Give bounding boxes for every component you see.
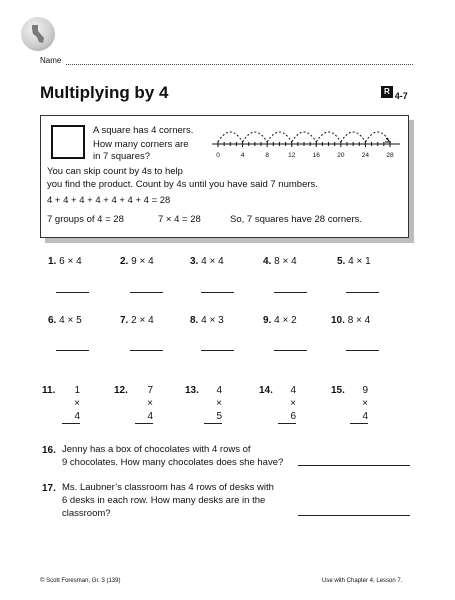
skip-line1: You can skip count by 4s to help (47, 166, 183, 177)
problem-12-top: 7 (147, 385, 153, 396)
problem-3: 3. 4 × 4 (190, 256, 224, 267)
problem-14-number: 14. (259, 385, 273, 396)
number-line (208, 122, 404, 166)
number-line-hop (267, 132, 292, 142)
problem-11 (62, 384, 80, 424)
number-line-label: 20 (337, 152, 345, 159)
problem-6: 6. 4 × 5 (48, 315, 82, 326)
number-line-label: 0 (216, 152, 220, 159)
name-label: Name (40, 56, 62, 65)
problem-15 (350, 384, 368, 424)
problem-8: 8. 4 × 3 (190, 315, 224, 326)
problem-11-top: 1 (74, 385, 80, 396)
word-problem-17-number: 17. (42, 483, 56, 494)
number-line-hop (292, 132, 317, 142)
problem-7: 7. 2 × 4 (120, 315, 154, 326)
number-line-label: 24 (361, 152, 370, 159)
problem-9: 9. 4 × 2 (263, 315, 297, 326)
square-figure (51, 125, 85, 159)
answer-line-17[interactable] (298, 515, 410, 516)
state-logo-icon (21, 17, 55, 51)
badge-letter: R (381, 86, 393, 98)
problem-12 (135, 384, 153, 424)
word-problem-17-line1: Ms. Laubner’s classroom has 4 rows of desks with (62, 482, 274, 493)
problem-2: 2. 9 × 4 (120, 256, 154, 267)
word-problem-16-line2: 9 chocolates. How many chocolates does she have? (62, 457, 284, 468)
problem-15-number: 15. (331, 385, 345, 396)
addition-sentence: 4 + 4 + 4 + 4 + 4 + 4 + 4 = 28 (47, 195, 171, 206)
problem-13 (204, 384, 222, 424)
lesson-badge (381, 86, 408, 101)
question-line1: How many corners are (93, 139, 189, 150)
word-problem-16-number: 16. (42, 445, 56, 456)
answer-line-6[interactable] (56, 350, 89, 351)
number-line-label: 4 (240, 152, 245, 159)
problem-13-top: 4 (216, 385, 222, 396)
number-line-label: 12 (288, 152, 296, 159)
answer-line-5[interactable] (346, 292, 379, 293)
word-problem-16-line1: Jenny has a box of chocolates with 4 rows of (62, 444, 251, 455)
number-line-hops (218, 132, 390, 142)
groups-sentence: 7 groups of 4 = 28 (47, 214, 124, 225)
problem-15-bottom: × 4 (350, 397, 368, 424)
answer-line-8[interactable] (201, 350, 234, 351)
problem-10: 10. 8 × 4 (331, 315, 371, 326)
problem-13-number: 13. (185, 385, 199, 396)
page-title: Multiplying by 4 (40, 83, 169, 102)
answer-line-4[interactable] (274, 292, 307, 293)
number-line-label: 28 (386, 152, 394, 159)
answer-line-16[interactable] (298, 465, 410, 466)
word-problem-17-line3: classroom? (62, 508, 111, 519)
answer-line-1[interactable] (56, 292, 89, 293)
answer-line-10[interactable] (346, 350, 379, 351)
number-line-label: 8 (265, 152, 269, 159)
name-line[interactable] (66, 64, 413, 65)
number-line-hop (243, 132, 268, 142)
problem-5: 5. 4 × 1 (337, 256, 371, 267)
problem-14-top: 4 (290, 385, 296, 396)
badge-number: 4-7 (394, 91, 408, 101)
problem-1: 1. 6 × 4 (48, 256, 82, 267)
word-problem-17-line2: 6 desks in each row. How many desks are in the (62, 495, 266, 506)
number-line-label: 16 (312, 152, 320, 159)
number-line-hop (316, 132, 341, 142)
problem-4: 4. 8 × 4 (263, 256, 297, 267)
problem-12-number: 12. (114, 385, 128, 396)
footer-copyright: © Scott Foresman, Gr. 3 (139) (40, 578, 121, 584)
times-sentence: 7 × 4 = 28 (158, 214, 201, 225)
answer-line-3[interactable] (201, 292, 234, 293)
problem-14 (278, 384, 296, 424)
footer-lesson: Use with Chapter 4, Lesson 7. (322, 578, 403, 584)
problem-11-number: 11. (42, 385, 56, 396)
answer-line-2[interactable] (130, 292, 163, 293)
number-line-hop (341, 132, 366, 142)
problem-12-bottom: × 4 (135, 397, 153, 424)
problem-14-bottom: × 6 (278, 397, 296, 424)
problem-15-top: 9 (362, 385, 368, 396)
problem-11-bottom: × 4 (62, 397, 80, 424)
number-line-labels (216, 152, 394, 159)
number-line-hop (365, 132, 390, 142)
problem-13-bottom: × 5 (204, 397, 222, 424)
number-line-hop (218, 132, 243, 142)
skip-line2: you find the product. Count by 4s until you have said 7 numbers. (47, 179, 318, 190)
conclusion-sentence: So, 7 squares have 28 corners. (230, 214, 363, 225)
question-line2: in 7 squares? (93, 151, 151, 162)
answer-line-7[interactable] (130, 350, 163, 351)
square-text: A square has 4 corners. (93, 125, 194, 136)
answer-line-9[interactable] (274, 350, 307, 351)
